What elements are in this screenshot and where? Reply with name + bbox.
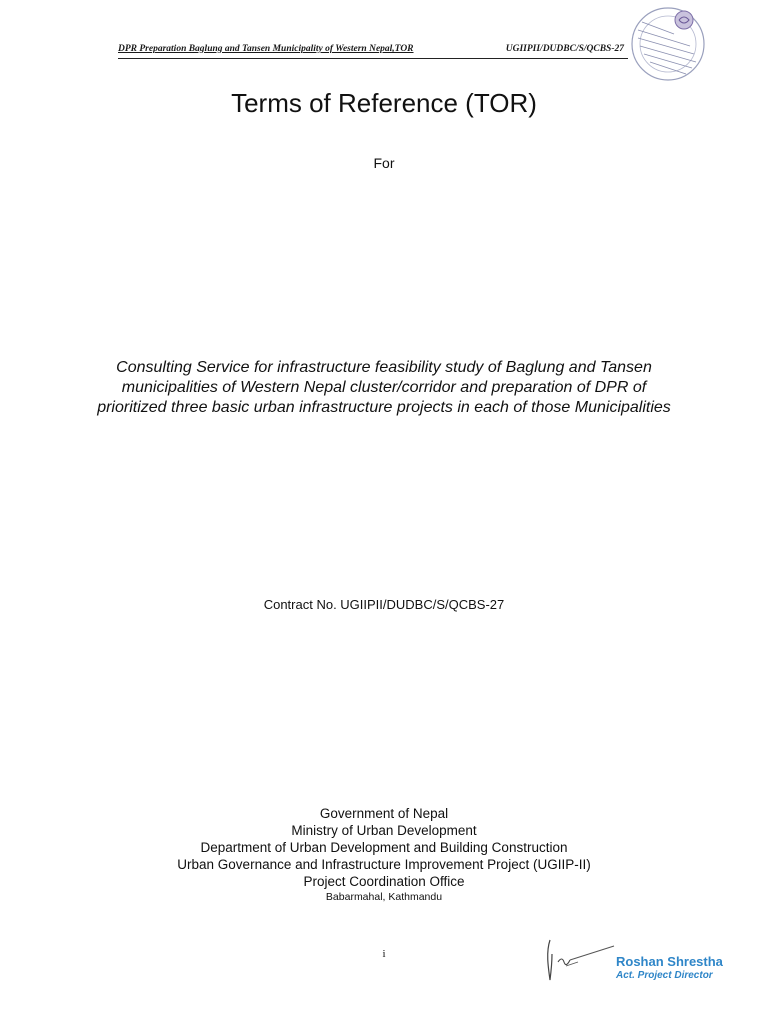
- project-line-1: Consulting Service for infrastructure feasibility study of Baglung and Tansen: [116, 359, 652, 376]
- org-office: Project Coordination Office: [303, 874, 465, 889]
- project-line-3: prioritized three basic urban infrastructure projects in each of those Municipalities: [97, 399, 671, 416]
- signer-name: Roshan Shrestha: [616, 954, 723, 969]
- organization-block: [0, 805, 768, 905]
- signature-stamp: [616, 954, 723, 982]
- office-seal: [628, 4, 706, 84]
- page-number: i: [382, 948, 386, 960]
- contract-number: Contract No. UGIIPII/DUDBC/S/QCBS-27: [263, 597, 505, 612]
- project-line-2: municipalities of Western Nepal cluster/corridor and preparation of DPR of: [121, 379, 647, 396]
- running-header: [118, 42, 628, 59]
- org-address: Babarmahal, Kathmandu: [325, 891, 443, 903]
- org-project: Urban Governance and Infrastructure Improvement Project (UGIIP-II): [177, 857, 591, 872]
- signer-title: Act. Project Director: [616, 970, 713, 981]
- org-ministry: Ministry of Urban Development: [291, 823, 477, 838]
- project-description: [0, 358, 768, 418]
- header-contract-code: UGIIPII/DUDBC/S/QCBS-27: [505, 44, 624, 54]
- org-department: Department of Urban Development and Building Construction: [200, 840, 568, 855]
- header-document-title: DPR Preparation Baglung and Tansen Municipality of Western Nepal,TOR: [118, 44, 414, 54]
- org-government: Government of Nepal: [319, 806, 449, 821]
- handwritten-signature: [540, 932, 620, 992]
- document-title: Terms of Reference (TOR): [231, 88, 537, 118]
- for-label: For: [373, 155, 395, 171]
